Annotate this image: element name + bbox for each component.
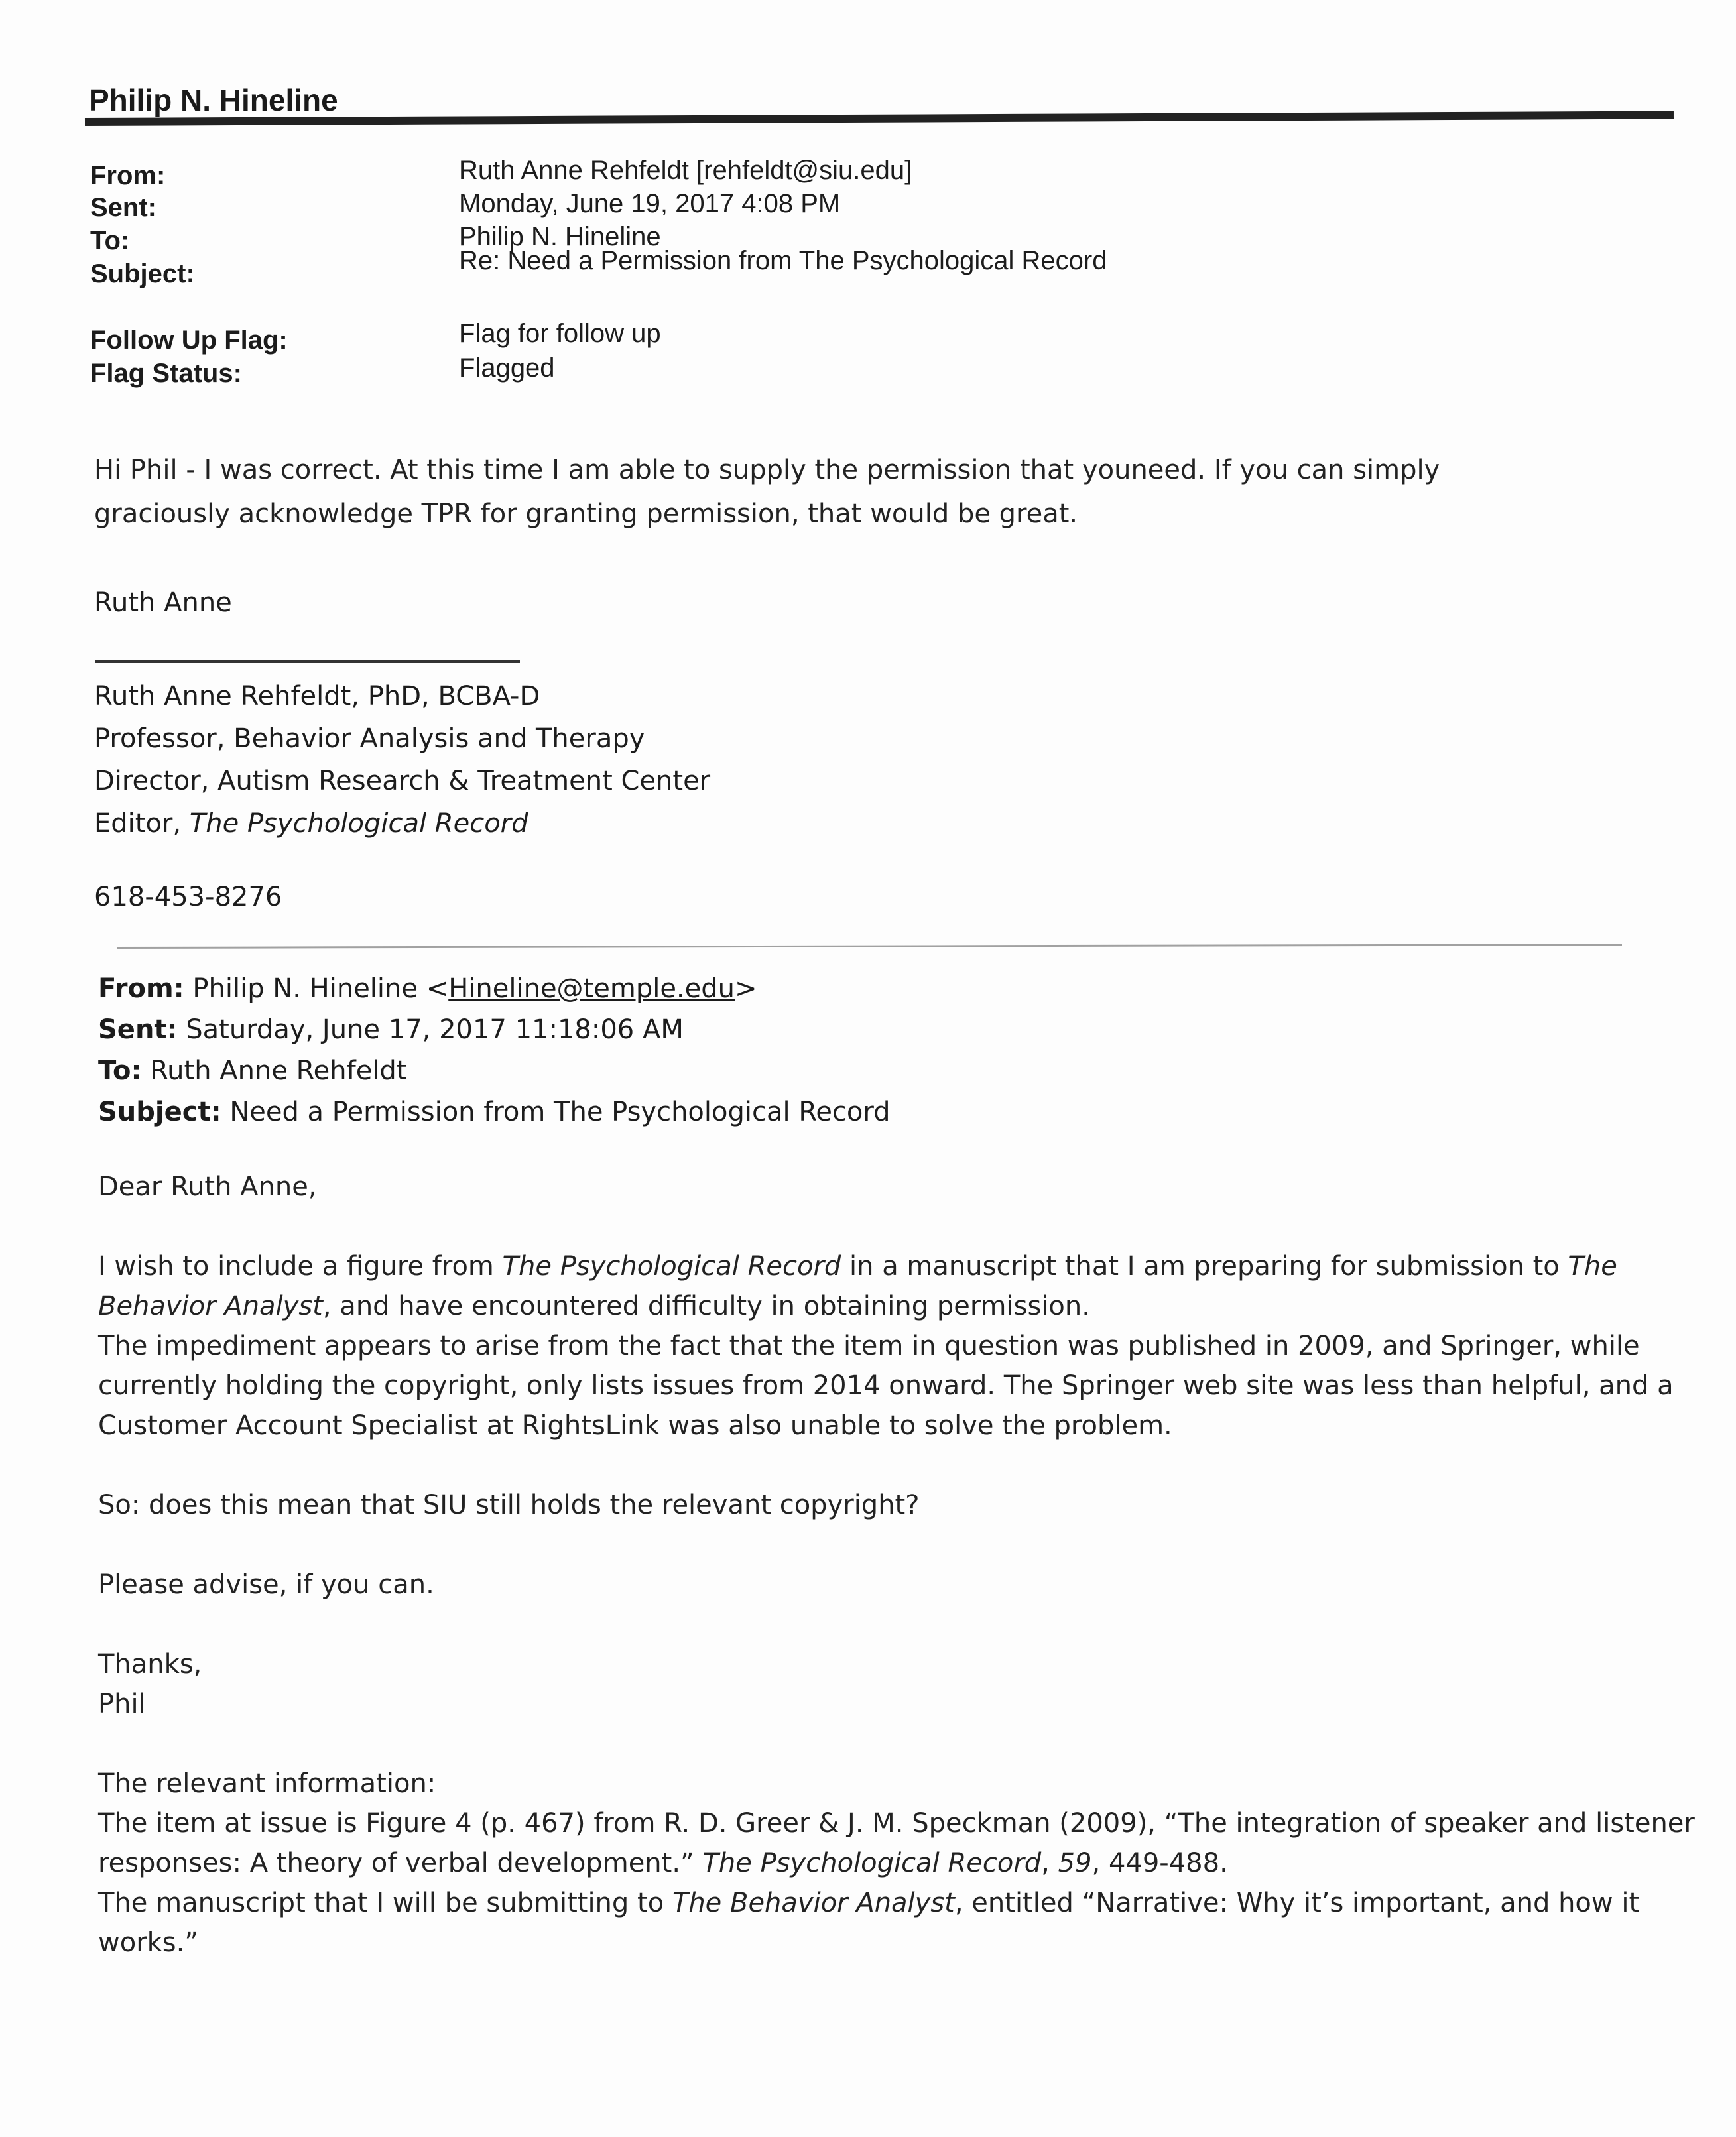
journal-title: The Psychological Record <box>502 1251 841 1282</box>
subject-label: Subject: <box>90 259 195 288</box>
email-header <box>90 154 1350 293</box>
message-separator <box>117 944 1622 949</box>
original-sent-value: Saturday, June 17, 2017 11:18:06 AM <box>186 1014 684 1045</box>
sent-label: Sent: <box>90 193 156 222</box>
signature-divider <box>95 660 520 663</box>
signature-title: Professor, Behavior Analysis and Therapy <box>94 723 645 754</box>
text-run: , 449-488. <box>1091 1848 1228 1878</box>
volume-number: 59 <box>1058 1848 1092 1878</box>
editor-journal: The Psychological Record <box>189 808 528 839</box>
original-sent-label: Sent: <box>98 1014 178 1045</box>
signature-editor <box>94 802 710 845</box>
original-subject-label: Subject: <box>98 1097 221 1127</box>
text-run: The manuscript that I will be submitting to <box>98 1888 672 1918</box>
body-line <box>98 1286 1695 1326</box>
follow-up-flag-value: Flag for follow up <box>459 319 661 348</box>
text-run: responses: A theory of verbal development.” <box>98 1848 703 1878</box>
signature-phone: 618-453-8276 <box>94 882 282 912</box>
original-from-email-link[interactable]: Hineline@temple.edu <box>448 973 735 1004</box>
journal-title: Behavior Analyst <box>98 1291 323 1321</box>
original-from-suffix: > <box>735 973 757 1004</box>
sent-value: Monday, June 19, 2017 4:08 PM <box>459 189 841 218</box>
info-heading: The relevant information: <box>98 1768 436 1799</box>
body-line <box>98 1843 1695 1883</box>
flag-status-label: Flag Status: <box>90 359 242 388</box>
original-from-name: Philip N. Hineline < <box>192 973 449 1004</box>
original-to-label: To: <box>98 1056 142 1086</box>
signature-title: Director, Autism Research & Treatment Center <box>94 766 711 796</box>
text-run: , <box>1041 1848 1058 1878</box>
thanks-line: Thanks, <box>98 1649 202 1679</box>
body-line <box>98 1883 1695 1923</box>
question-line: So: does this mean that SIU still holds the relevant copyright? <box>98 1490 920 1520</box>
signature-name: Ruth Anne Rehfeldt, PhD, BCBA-D <box>94 681 540 711</box>
body-line <box>98 1247 1695 1286</box>
reply-line: Hi Phil - I was correct. At this time I am able to supply the permission that youneed. If you can simply <box>94 455 1440 485</box>
body-line: works.” <box>98 1927 199 1958</box>
original-subject <box>98 1091 891 1132</box>
reply-line: graciously acknowledge TPR for granting permission, that would be great. <box>94 499 1078 529</box>
journal-title: The Behavior Analyst <box>672 1888 955 1918</box>
advise-line: Please advise, if you can. <box>98 1569 434 1600</box>
body-line: currently holding the copyright, only lists issues from 2014 onward. The Springer web site was less than helpful, and a <box>98 1371 1674 1401</box>
editor-prefix: Editor, <box>94 808 190 839</box>
body-line: The item at issue is Figure 4 (p. 467) from R. D. Greer & J. M. Speckman (2009), “The integration of speaker and listener <box>98 1808 1695 1839</box>
original-from-label: From: <box>98 973 184 1004</box>
follow-up-flag-label: Follow Up Flag: <box>90 326 288 355</box>
reply-message <box>94 448 1440 536</box>
to-label: To: <box>90 226 130 255</box>
from-label: From: <box>90 161 166 190</box>
signature-block <box>94 675 710 845</box>
body-line: The impediment appears to arise from the fact that the item in question was published in 2009, and Springer, while <box>98 1331 1640 1361</box>
original-message-body <box>98 1167 1695 1963</box>
original-from <box>98 968 891 1009</box>
original-subject-value: Need a Permission from The Psychological Record <box>229 1097 891 1127</box>
document-title: Philip N. Hineline <box>89 83 338 117</box>
body-line: Customer Account Specialist at RightsLink was also unable to solve the problem. <box>98 1410 1172 1441</box>
journal-title: The Psychological Record <box>702 1848 1042 1878</box>
journal-title: The <box>1568 1251 1617 1282</box>
text-run: , and have encountered difficulty in obtaining permission. <box>322 1291 1090 1321</box>
to-value: Philip N. Hineline <box>459 222 661 251</box>
original-to <box>98 1050 891 1091</box>
original-sent <box>98 1009 891 1050</box>
from-value: Ruth Anne Rehfeldt [rehfeldt@siu.edu] <box>459 156 912 185</box>
reply-signoff: Ruth Anne <box>94 587 232 618</box>
text-run: I wish to include a figure from <box>98 1251 503 1282</box>
original-message-header <box>98 968 891 1132</box>
text-run: in a manuscript that I am preparing for submission to <box>841 1251 1568 1282</box>
original-to-value: Ruth Anne Rehfeldt <box>150 1056 407 1086</box>
text-run: , entitled “Narrative: Why it’s important, and how it <box>954 1888 1640 1918</box>
greeting: Dear Ruth Anne, <box>98 1172 317 1202</box>
flag-header <box>90 318 1350 391</box>
flag-status-value: Flagged <box>459 353 555 383</box>
subject-value: Re: Need a Permission from The Psychological Record <box>459 246 1107 275</box>
sender-name: Phil <box>98 1689 146 1719</box>
